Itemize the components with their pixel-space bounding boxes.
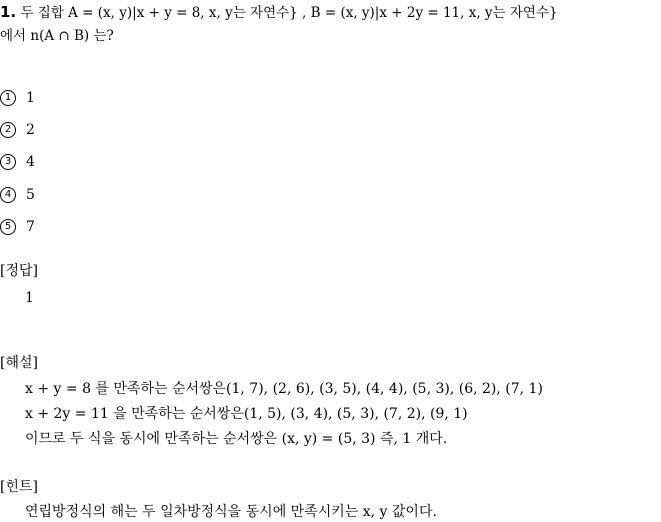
hint-label: [힌트] <box>0 479 38 495</box>
choice-2[interactable] <box>0 121 35 139</box>
question-line-1 <box>0 3 558 22</box>
explanation-line-3: 이므로 두 식을 동시에 만족하는 순서쌍은 (x, y) = (5, 3) 즉, 1 개다. <box>25 431 448 447</box>
answer-value: 1 <box>25 290 34 306</box>
choice-3[interactable] <box>0 153 35 171</box>
question-text-1: 두 집합 A = (x, y)|x + y = 8, x, y는 자연수} , B = (x, y)|x + 2y = 11, x, y는 자연수} <box>20 5 558 21</box>
explanation-label: [해설] <box>0 355 38 371</box>
answer-label: [정답] <box>0 263 38 279</box>
choice-value-2: 2 <box>26 122 35 138</box>
choice-value-5: 7 <box>26 219 35 235</box>
choice-mark-4: 4 <box>0 187 16 203</box>
choice-value-3: 4 <box>26 154 35 170</box>
choice-value-4: 5 <box>26 187 35 203</box>
hint-text: 연립방정식의 해는 두 일차방정식을 동시에 만족시키는 x, y 값이다. <box>25 504 437 520</box>
choice-value-1: 1 <box>26 90 35 106</box>
choice-mark-1: 1 <box>0 90 16 106</box>
choice-mark-3: 3 <box>0 154 16 170</box>
explanation-line-2: x + 2y = 11 을 만족하는 순서쌍은(1, 5), (3, 4), (5, 3), (7, 2), (9, 1) <box>25 406 468 422</box>
choice-5[interactable] <box>0 218 35 236</box>
choice-4[interactable] <box>0 186 35 204</box>
choice-mark-5: 5 <box>0 219 16 235</box>
choice-1[interactable] <box>0 89 35 107</box>
question-text-2: 에서 n(A ∩ B) 는? <box>0 28 114 44</box>
choice-mark-2: 2 <box>0 122 16 138</box>
explanation-line-1: x + y = 8 를 만족하는 순서쌍은(1, 7), (2, 6), (3, 5), (4, 4), (5, 3), (6, 2), (7, 1) <box>25 381 543 397</box>
question-number: 1. <box>0 3 17 21</box>
